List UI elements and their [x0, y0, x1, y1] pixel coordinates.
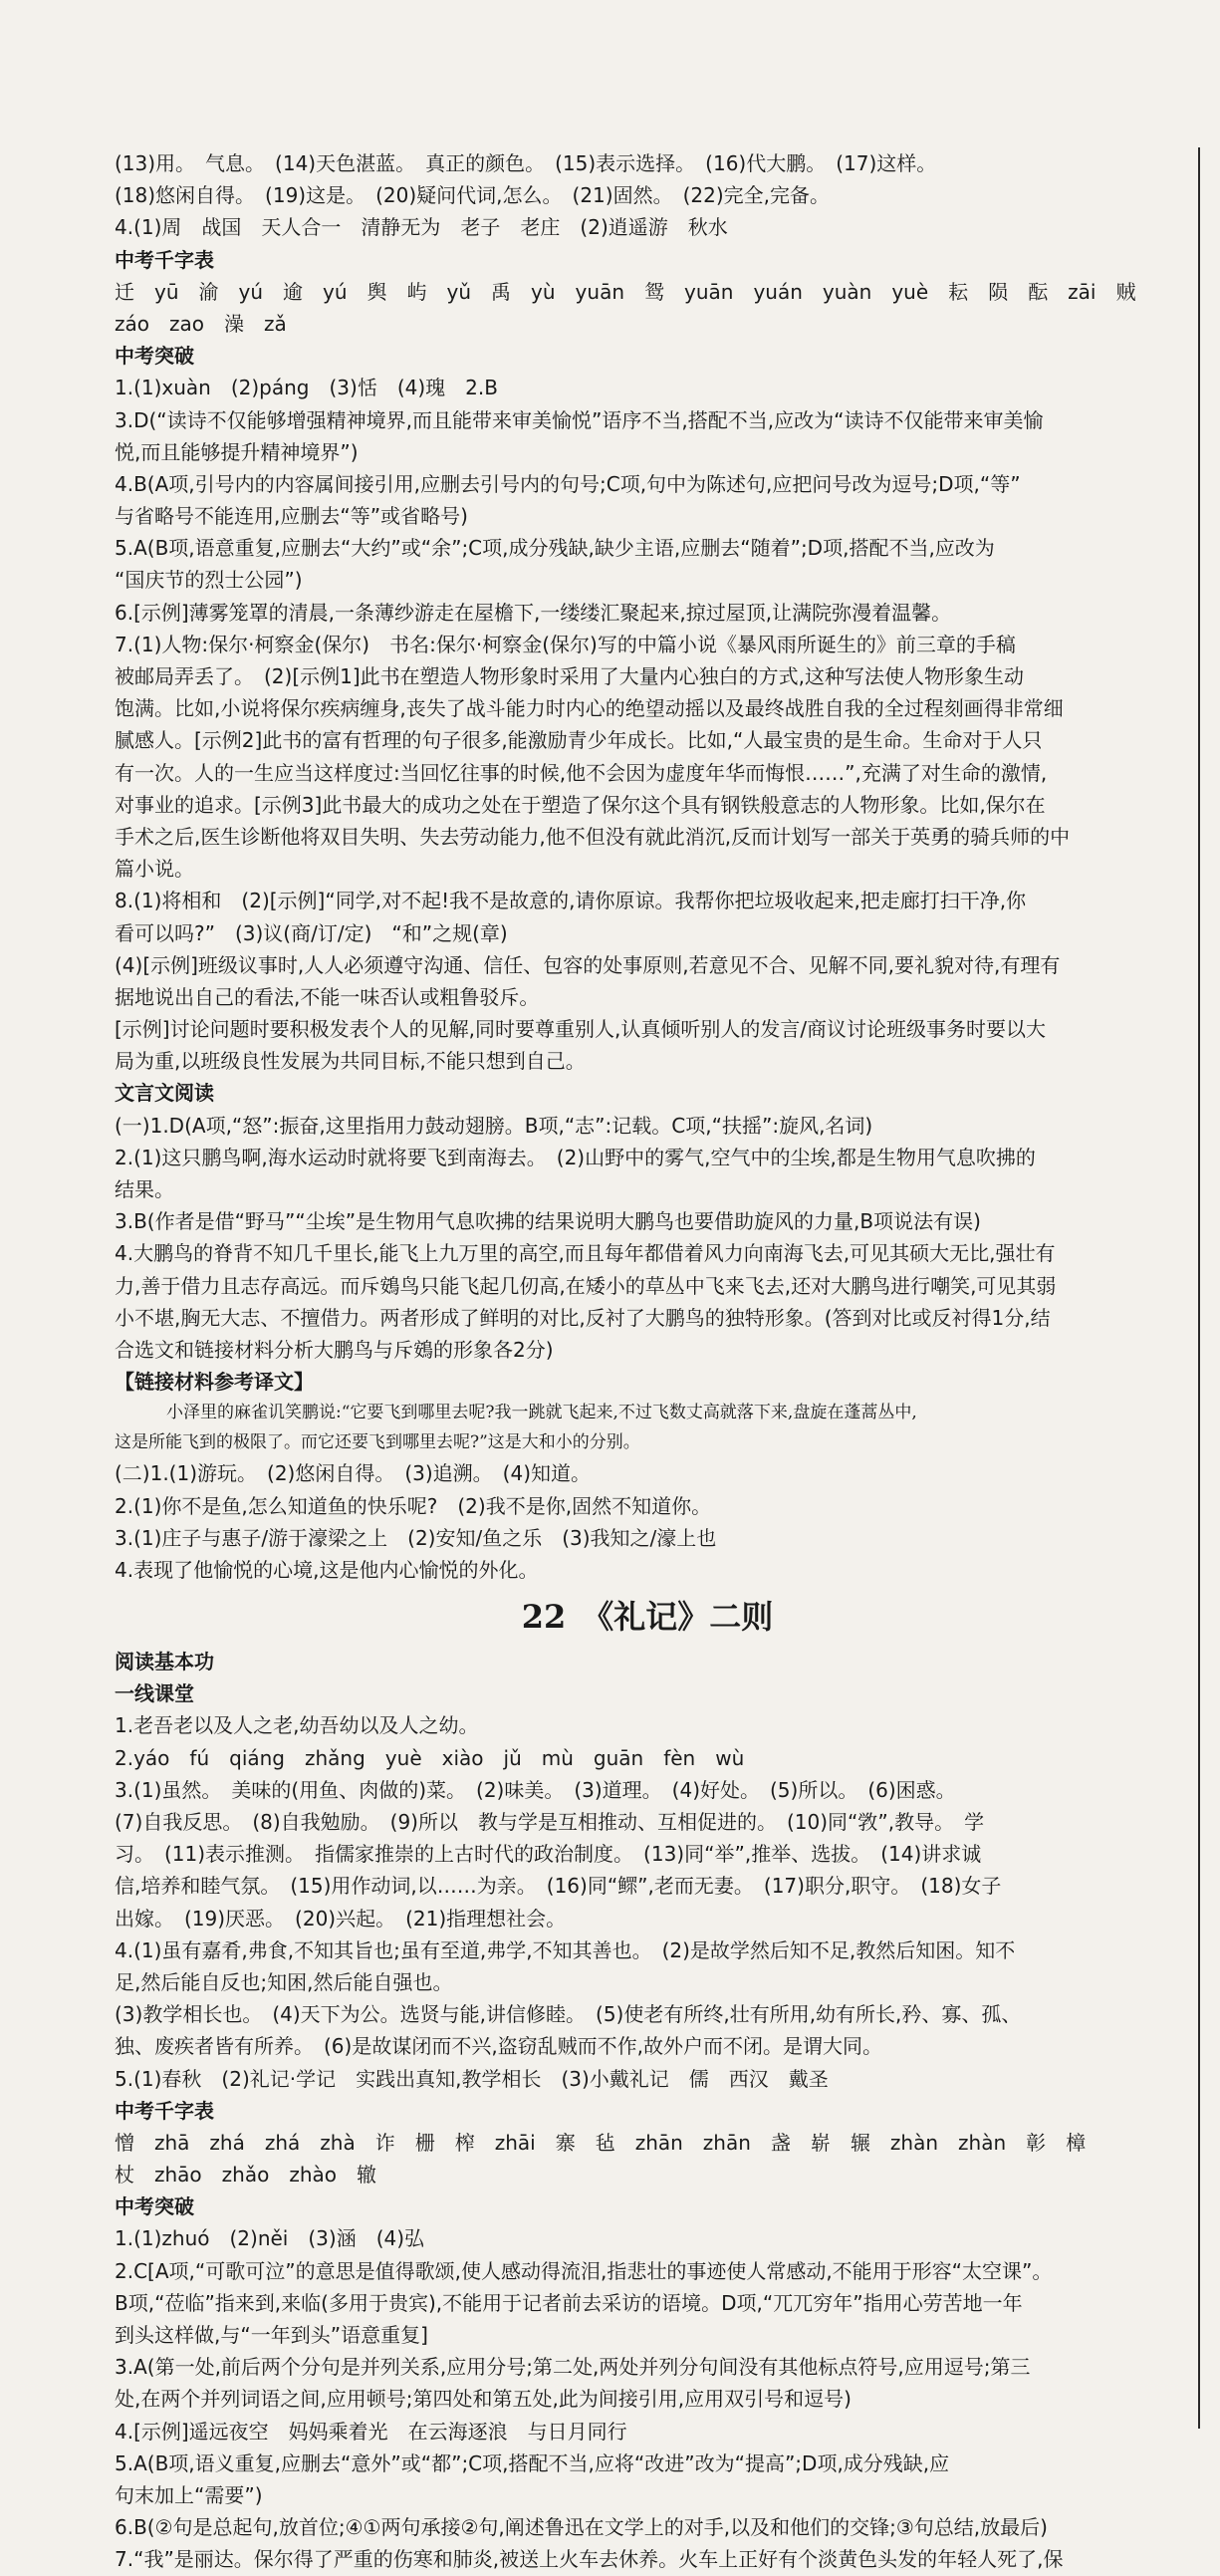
zhongkao-char-table-2 — [115, 2127, 1180, 2190]
zhongkao-breakthrough-heading: 中考突破 — [115, 344, 194, 369]
text-line: 5.(1)春秋 (2)礼记·学记 实践出真知,教学相长 (3)小戴礼记 儒 西汉 戴圣 — [115, 2066, 829, 2091]
text-line: [示例]讨论问题时要积极发表个人的见解,同时要尊重别人,认真倾听别人的发言/商议讨论班级事务时要以大 — [115, 1017, 1047, 1042]
text-line: 2.C[A项,“可歌可泣”的意思是值得歌颂,使人感动得流泪,指悲壮的事迹使人常感动,不能用于形容“太空课”。 — [115, 2258, 1053, 2283]
classical-reading-heading: 文言文阅读 — [115, 1081, 214, 1106]
text-line: 局为重,以班级良性发展为共同目标,不能只想到自己。 — [115, 1049, 586, 1074]
text-line: 腻感人。[示例2]此书的富有哲理的句子很多,能激励青少年成长。比如,“人最宝贵的是生命。生命对于人只 — [115, 728, 1043, 753]
classical-reading-answers — [115, 1110, 1180, 1367]
text-line: 饱满。比如,小说将保尔疾病缠身,丧失了战斗能力时内心的绝望动摇以及最终战胜自我的全过程刻画得非常细 — [115, 696, 1064, 721]
text-line: 到头这样做,与“一年到头”语意重复] — [115, 2323, 428, 2347]
text-line: 8.(1)将相和 (2)[示例]“同学,对不起!我不是故意的,请你原谅。我帮你把垃圾收起来,把走廊打扫干净,你 — [115, 889, 1027, 913]
passage-two-answers — [115, 1457, 1180, 1586]
text-line: (3)教学相长也。 (4)天下为公。选贤与能,讲信修睦。 (5)使老有所终,壮有所用,幼有所长,矜、寡、孤、 — [115, 2002, 1022, 2027]
zhongkao-char-table-heading-2: 中考千字表 — [115, 2098, 214, 2123]
zhongkao-breakthrough-heading-2: 中考突破 — [115, 2194, 194, 2219]
text-line: 3.(1)虽然。 美味的(用鱼、肉做的)菜。 (2)味美。 (3)道理。 (4)好处。 (5)所以。 (6)困惑。 — [115, 1777, 956, 1802]
text-line: (18)悠闲自得。 (19)这是。 (20)疑问代词,怎么。 (21)固然。 (22)完全,完备。 — [115, 183, 830, 208]
text-line: (二)1.(1)游玩。 (2)悠闲自得。 (3)追溯。 (4)知道。 — [115, 1461, 592, 1486]
link-material-heading: 【链接材料参考译文】 — [115, 1370, 314, 1395]
text-line: 合选文和链接材料分析大鹏鸟与斥鴳的形象各2分) — [115, 1337, 554, 1362]
translation-line: 小泽里的麻雀讥笑鹏说:“它要飞到哪里去呢?我一跳就飞起来,不过飞数丈高就落下来,盘旋在蓬蒿丛中, — [166, 1403, 917, 1423]
text-line: 对事业的追求。[示例3]此书最大的成功之处在于塑造了保尔这个具有钢铁般意志的人物形象。比如,保尔在 — [115, 792, 1046, 817]
text-line: 力,善于借力且志存高远。而斥鴳鸟只能飞起几仞高,在矮小的草丛中飞来飞去,还对大鹏鸟进行嘲笑,可见其弱 — [115, 1273, 1057, 1298]
reading-basics-heading: 阅读基本功 — [115, 1650, 214, 1674]
text-line: 出嫁。 (19)厌恶。 (20)兴起。 (21)指理想社会。 — [115, 1906, 567, 1931]
text-line: 1.(1)zhuó (2)něi (3)涵 (4)弘 — [115, 2226, 425, 2251]
text-line: 憎 zhā zhá zhá zhà 诈 栅 榨 zhāi 寨 毡 zhān zhān 盏 崭 辗 zhàn zhàn 彰 樟 — [115, 2130, 1087, 2155]
text-line: 4.[示例]遥远夜空 妈妈乘着光 在云海逐浪 与日月同行 — [115, 2419, 627, 2444]
text-line: 杖 zhāo zhǎo zhào 辙 — [115, 2163, 376, 2188]
text-line: 2.yáo fú qiáng zhǎng yuè xiào jǔ mù guān fèn wù — [115, 1745, 745, 1770]
text-line: 5.A(B项,语义重复,应删去“意外”或“都”;C项,搭配不当,应将“改进”改为“提高”;D项,成分残缺,应 — [115, 2450, 950, 2475]
text-line: 2.(1)你不是鱼,怎么知道鱼的快乐呢? (2)我不是你,固然不知道你。 — [115, 1493, 712, 1518]
link-material-translation — [115, 1398, 1180, 1457]
section-lesson-22 — [115, 1590, 1180, 2575]
text-line: 4.大鹏鸟的脊背不知几千里长,能飞上九万里的高空,而且每年都借着风力向南海飞去,可见其硕大无比,强壮有 — [115, 1241, 1056, 1266]
text-line: 与省略号不能连用,应删去“等”或省略号) — [115, 504, 468, 529]
text-line: 篇小说。 — [115, 857, 194, 882]
text-line: 足,然后能自反也;知困,然后能自强也。 — [115, 1969, 453, 1994]
text-line: “国庆节的烈士公园”) — [115, 568, 303, 593]
text-line: (一)1.D(A项,“怒”:振奋,这里指用力鼓动翅膀。B项,“志”:记载。C项,“扶摇”:旋风,名词) — [115, 1113, 873, 1138]
lesson-title: 22 《礼记》二则 — [521, 1598, 774, 1637]
text-line: 据地说出自己的看法,不能一味否认或粗鲁驳斥。 — [115, 984, 540, 1009]
translation-line: 这是所能飞到的极限了。而它还要飞到哪里去呢?”这是大和小的分别。 — [115, 1432, 640, 1453]
column-rule — [1198, 147, 1200, 2429]
zhongkao-breakthrough-answers — [115, 372, 1180, 1077]
text-line: 看可以吗?” (3)议(商/订/定) “和”之规(章) — [115, 920, 508, 945]
zhongkao-char-table — [115, 276, 1180, 340]
text-line: 手术之后,医生诊断他将双目失明、失去劳动能力,他不但没有就此消沉,反而计划写一部关于英勇的骑兵师的中 — [115, 824, 1071, 849]
text-line: (13)用。 气息。 (14)天色湛蓝。 真正的颜色。 (15)表示选择。 (16)代大鹏。 (17)这样。 — [115, 151, 937, 175]
text-line: 1.(1)xuàn (2)páng (3)恬 (4)瑰 2.B — [115, 376, 498, 400]
front-line-class-answers — [115, 1709, 1180, 2094]
text-line: 结果。 — [115, 1177, 174, 1201]
text-line: 3.D(“读诗不仅能够增强精神境界,而且能带来审美愉悦”语序不当,搭配不当,应改为“读诗不仅能带来审美愉 — [115, 407, 1044, 432]
text-line: 7.(1)人物:保尔·柯察金(保尔) 书名:保尔·柯察金(保尔)写的中篇小说《暴风雨所诞生的》前三章的手稿 — [115, 632, 1016, 656]
text-line: 独、废疾者皆有所养。 (6)是故谋闭而不兴,盗窃乱贼而不作,故外户而不闭。是谓大同。 — [115, 2034, 883, 2059]
text-line: 3.(1)庄子与惠子/游于濠梁之上 (2)安知/鱼之乐 (3)我知之/濠上也 — [115, 1525, 717, 1550]
text-line: 信,培养和睦气氛。 (15)用作动词,以……为亲。 (16)同“鳏”,老而无妻。 (17)职分,职守。 (18)女子 — [115, 1874, 1002, 1899]
text-line: 习。 (11)表示推测。 指儒家推崇的上古时代的政治制度。 (13)同“举”,推举、选拔。 (14)讲求诚 — [115, 1842, 982, 1867]
section-previous-lesson-answers — [115, 147, 1180, 1586]
vocab-answers — [115, 147, 1180, 244]
text-line: 4.(1)虽有嘉肴,弗食,不知其旨也;虽有至道,弗学,不知其善也。 (2)是故学然后知不足,教然后知困。知不 — [115, 1937, 1016, 1962]
text-line: 5.A(B项,语意重复,应删去“大约”或“余”;C项,成分残缺,缺少主语,应删去“随着”;D项,搭配不当,应改为 — [115, 536, 995, 561]
text-line: 4.B(A项,引号内的内容属间接引用,应删去引号内的句号;C项,句中为陈述句,应把问号改为逗号;D项,“等” — [115, 471, 1021, 496]
zhongkao-char-table-heading: 中考千字表 — [115, 247, 214, 272]
text-line: 被邮局弄丢了。 (2)[示例1]此书在塑造人物形象时采用了大量内心独白的方式,这种写法使人物形象生动 — [115, 664, 1025, 688]
text-line: B项,“莅临”指来到,来临(多用于贵宾),不能用于记者前去采访的语境。D项,“兀兀穷年”指用心劳苦地一年 — [115, 2290, 1023, 2315]
text-line: 迁 yū 渝 yú 逾 yú 舆 屿 yǔ 禹 yù yuān 鸳 yuān yuán yuàn yuè 耘 陨 酝 zāi 贼 — [115, 279, 1136, 304]
text-line: záo zao 澡 zǎ — [115, 311, 287, 336]
text-line: 处,在两个并列词语之间,应用顿号;第四处和第五处,此为间接引用,应用双引号和逗号) — [115, 2387, 852, 2412]
text-line: 2.(1)这只鹏鸟啊,海水运动时就将要飞到南海去。 (2)山野中的雾气,空气中的尘埃,都是生物用气息吹拂的 — [115, 1145, 1036, 1169]
text-line: 3.B(作者是借“野马”“尘埃”是生物用气息吹拂的结果说明大鹏鸟也要借助旋风的力量,B项说法有误) — [115, 1209, 981, 1234]
text-line: 3.A(第一处,前后两个分句是并列关系,应用分号;第二处,两处并列分句间没有其他标点符号,应用逗号;第三 — [115, 2355, 1031, 2380]
text-line: 有一次。人的一生应当这样度过:当回忆往事的时候,他不会因为虚度年华而悔恨……”,充满了对生命的激情, — [115, 760, 1048, 785]
text-line: 1.老吾老以及人之老,幼吾幼以及人之幼。 — [115, 1713, 479, 1738]
text-line: 句末加上“需要”) — [115, 2482, 263, 2507]
text-line: 6.B(②句是总起句,放首位;④①两句承接②句,阐述鲁迅在文学上的对手,以及和他们的交锋;③句总结,放最后) — [115, 2515, 1048, 2540]
text-line: 悦,而且能够提升精神境界”) — [115, 439, 359, 464]
text-line: 7.“我”是丽达。保尔得了严重的伤寒和肺炎,被送上火车去休养。火车上正好有个淡黄色头发的年轻人死了,保 — [115, 2547, 1064, 2572]
text-line: 小不堪,胸无大志、不擅借力。两者形成了鲜明的对比,反衬了大鹏鸟的独特形象。(答到对比或反衬得1分,结 — [115, 1305, 1051, 1330]
text-line: 4.(1)周 战国 天人合一 清静无为 老子 老庄 (2)逍遥游 秋水 — [115, 215, 728, 240]
text-line: (4)[示例]班级议事时,人人必须遵守沟通、信任、包容的处事原则,若意见不合、见解不同,要礼貌对待,有理有 — [115, 952, 1061, 977]
zhongkao-breakthrough-answers-2 — [115, 2222, 1180, 2575]
front-line-class-heading: 一线课堂 — [115, 1681, 194, 1706]
text-line: 6.[示例]薄雾笼罩的清晨,一条薄纱游走在屋檐下,一缕缕汇聚起来,掠过屋顶,让满院弥漫着温馨。 — [115, 600, 952, 625]
text-line: (7)自我反思。 (8)自我勉励。 (9)所以 教与学是互相推动、互相促进的。 (10)同“敩”,教导。 学 — [115, 1810, 985, 1834]
text-line: 4.表现了他愉悦的心境,这是他内心愉悦的外化。 — [115, 1557, 539, 1582]
